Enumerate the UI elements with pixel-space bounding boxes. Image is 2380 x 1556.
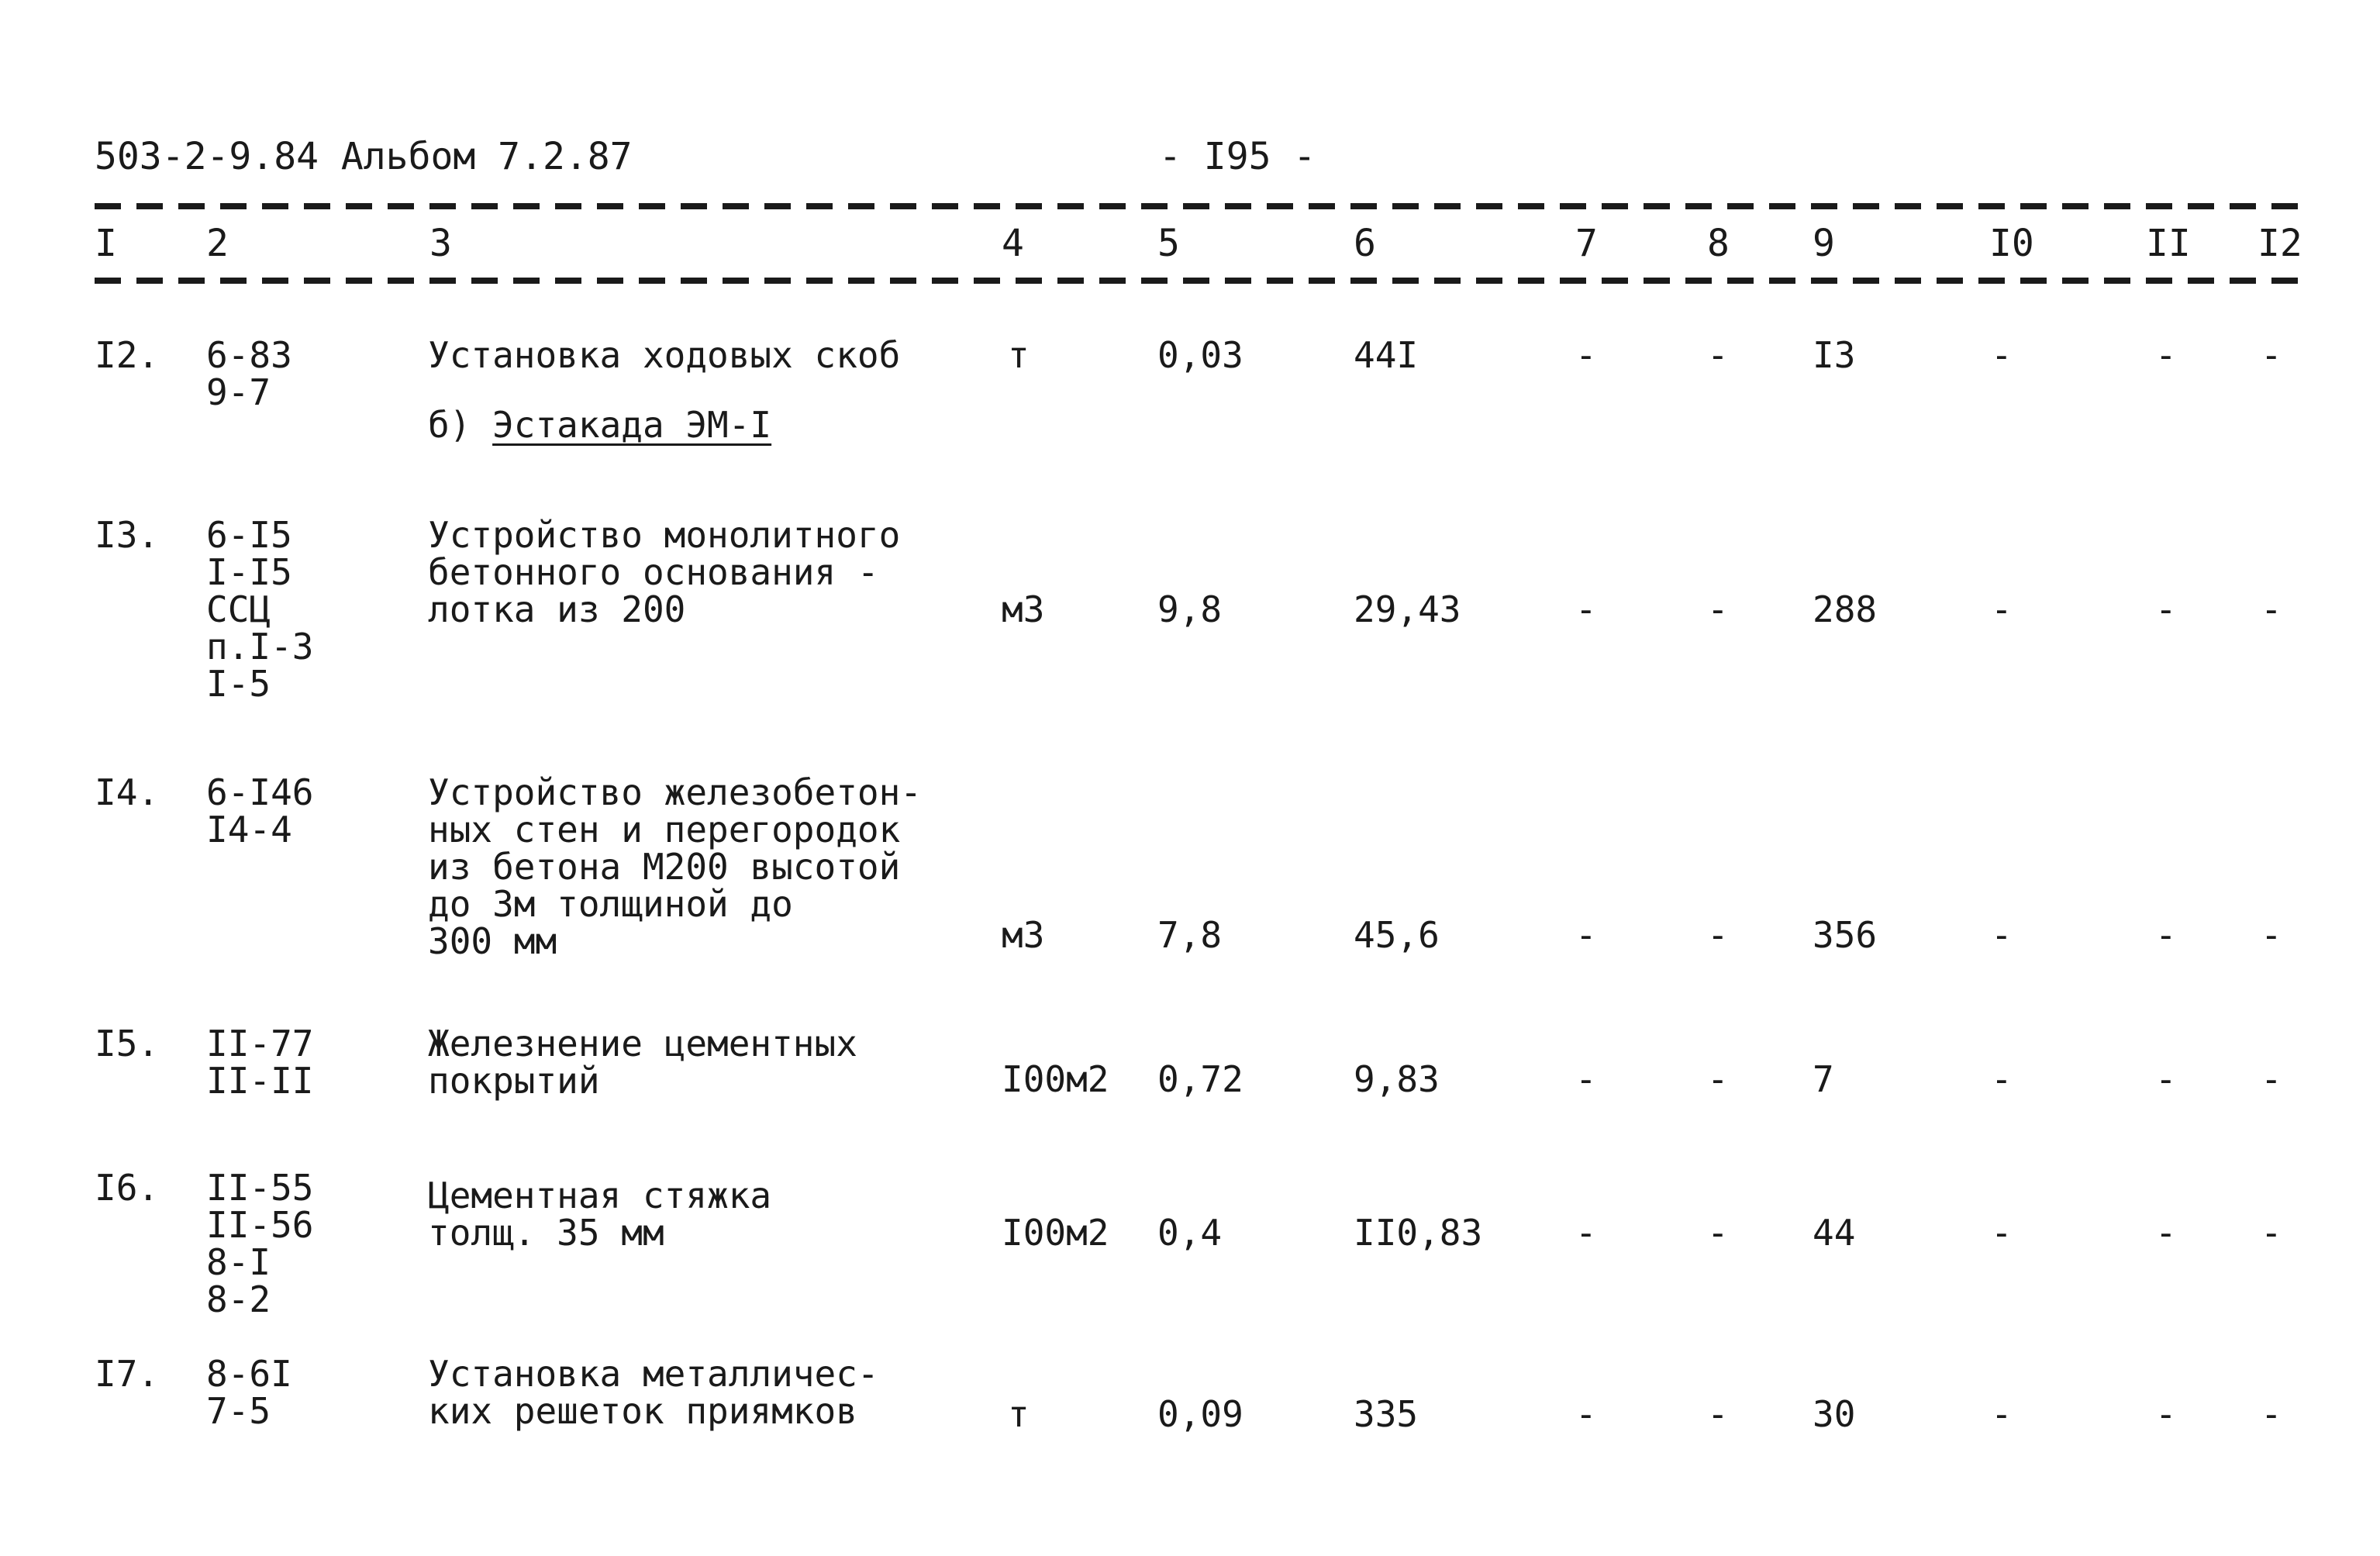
work-description: Устройство монолитного xyxy=(428,514,901,556)
column-10-value: - xyxy=(1991,914,2013,956)
column-8-value: - xyxy=(1707,1058,1729,1100)
section-prefix: б) xyxy=(428,404,471,446)
norm-code: 8-I xyxy=(206,1241,271,1283)
document-reference: 503-2-9.84 Альбом 7.2.87 xyxy=(95,135,633,178)
work-description: Установка металличес- xyxy=(428,1353,879,1395)
column-11-value: - xyxy=(2155,914,2177,956)
row-number: I6. xyxy=(95,1167,160,1209)
section-title: Эстакада ЭМ-I xyxy=(492,404,772,446)
work-description: покрытий xyxy=(428,1060,600,1102)
norm-code: 7-5 xyxy=(206,1390,271,1432)
section-heading xyxy=(428,404,772,446)
work-description: Устройство железобетон- xyxy=(428,771,922,813)
column-7-value: - xyxy=(1575,1212,1597,1254)
column-7-value: - xyxy=(1575,914,1597,956)
column-9-value: 30 xyxy=(1813,1393,1856,1435)
quantity: 0,72 xyxy=(1157,1058,1243,1100)
header-top-rule xyxy=(95,203,2313,209)
norm-code: 6-I46 xyxy=(206,771,314,813)
work-description: лотка из 200 xyxy=(428,588,686,630)
norm-code: п.I-3 xyxy=(206,626,314,668)
unit-cost: 29,43 xyxy=(1354,588,1461,630)
column-11-value: - xyxy=(2155,1212,2177,1254)
norm-code: I4-4 xyxy=(206,809,292,850)
row-number: I7. xyxy=(95,1353,160,1395)
column-header: I xyxy=(95,222,117,265)
column-12-value: - xyxy=(2261,914,2282,956)
row-number: I4. xyxy=(95,771,160,813)
quantity: 9,8 xyxy=(1157,588,1223,630)
column-9-value: 288 xyxy=(1813,588,1878,630)
norm-code: 9-7 xyxy=(206,371,271,413)
unit-cost: 9,83 xyxy=(1354,1058,1440,1100)
column-header: 2 xyxy=(206,222,229,265)
column-9-value: I3 xyxy=(1813,334,1856,376)
work-description: 300 мм xyxy=(428,920,557,962)
work-description: Цементная стяжка xyxy=(428,1175,772,1216)
norm-code: I-5 xyxy=(206,663,271,705)
column-12-value: - xyxy=(2261,1212,2282,1254)
page-number: - I95 - xyxy=(1159,135,1316,178)
norm-code: ССЦ xyxy=(206,588,271,630)
unit: м3 xyxy=(1002,914,1045,956)
norm-code: 6-83 xyxy=(206,334,292,376)
norm-code: 6-I5 xyxy=(206,514,292,556)
column-header: I2 xyxy=(2258,222,2302,265)
work-description: до 3м толщиной до xyxy=(428,883,793,925)
column-header: 4 xyxy=(1002,222,1024,265)
quantity: 7,8 xyxy=(1157,914,1223,956)
column-10-value: - xyxy=(1991,1058,2013,1100)
column-8-value: - xyxy=(1707,1393,1729,1435)
column-12-value: - xyxy=(2261,588,2282,630)
unit-cost: 44I xyxy=(1354,334,1419,376)
unit: I00м2 xyxy=(1002,1058,1109,1100)
column-12-value: - xyxy=(2261,1058,2282,1100)
column-12-value: - xyxy=(2261,1393,2282,1435)
unit-cost: II0,83 xyxy=(1354,1212,1483,1254)
column-9-value: 44 xyxy=(1813,1212,1856,1254)
norm-code: II-56 xyxy=(206,1204,314,1246)
unit: т xyxy=(1008,1393,1030,1435)
column-header: 3 xyxy=(429,222,452,265)
column-11-value: - xyxy=(2155,334,2177,376)
column-header: 7 xyxy=(1575,222,1598,265)
quantity: 0,4 xyxy=(1157,1212,1223,1254)
column-8-value: - xyxy=(1707,1212,1729,1254)
column-10-value: - xyxy=(1991,1212,2013,1254)
row-number: I3. xyxy=(95,514,160,556)
column-header: 9 xyxy=(1813,222,1835,265)
unit: м3 xyxy=(1002,588,1045,630)
column-9-value: 356 xyxy=(1813,914,1878,956)
norm-code: 8-2 xyxy=(206,1278,271,1320)
column-header: II xyxy=(2146,222,2191,265)
work-description: ных стен и перегородок xyxy=(428,809,901,850)
row-number: I2. xyxy=(95,334,160,376)
norm-code: I-I5 xyxy=(206,551,292,593)
unit-cost: 335 xyxy=(1354,1393,1419,1435)
column-10-value: - xyxy=(1991,334,2013,376)
row-number: I5. xyxy=(95,1023,160,1064)
unit-cost: 45,6 xyxy=(1354,914,1440,956)
work-description: бетонного основания - xyxy=(428,551,879,593)
column-7-value: - xyxy=(1575,1058,1597,1100)
column-11-value: - xyxy=(2155,1393,2177,1435)
column-10-value: - xyxy=(1991,588,2013,630)
norm-code: 8-6I xyxy=(206,1353,292,1395)
quantity: 0,09 xyxy=(1157,1393,1243,1435)
column-10-value: - xyxy=(1991,1393,2013,1435)
column-8-value: - xyxy=(1707,334,1729,376)
norm-code: II-55 xyxy=(206,1167,314,1209)
column-header: 8 xyxy=(1707,222,1730,265)
work-description: толщ. 35 мм xyxy=(428,1212,664,1254)
quantity: 0,03 xyxy=(1157,334,1243,376)
column-header: 6 xyxy=(1354,222,1376,265)
column-7-value: - xyxy=(1575,334,1597,376)
column-11-value: - xyxy=(2155,1058,2177,1100)
column-8-value: - xyxy=(1707,588,1729,630)
column-header: I0 xyxy=(1989,222,2034,265)
column-8-value: - xyxy=(1707,914,1729,956)
work-description: ких решеток приямков xyxy=(428,1390,857,1432)
unit: I00м2 xyxy=(1002,1212,1109,1254)
column-header: 5 xyxy=(1157,222,1180,265)
header-bottom-rule xyxy=(95,278,2313,284)
column-12-value: - xyxy=(2261,334,2282,376)
column-7-value: - xyxy=(1575,588,1597,630)
work-description: Железнение цементных xyxy=(428,1023,857,1064)
unit: т xyxy=(1008,334,1030,376)
work-description: Установка ходовых скоб xyxy=(428,334,901,376)
column-7-value: - xyxy=(1575,1393,1597,1435)
norm-code: II-77 xyxy=(206,1023,314,1064)
column-11-value: - xyxy=(2155,588,2177,630)
column-9-value: 7 xyxy=(1813,1058,1834,1100)
norm-code: II-II xyxy=(206,1060,314,1102)
work-description: из бетона М200 высотой xyxy=(428,846,901,888)
